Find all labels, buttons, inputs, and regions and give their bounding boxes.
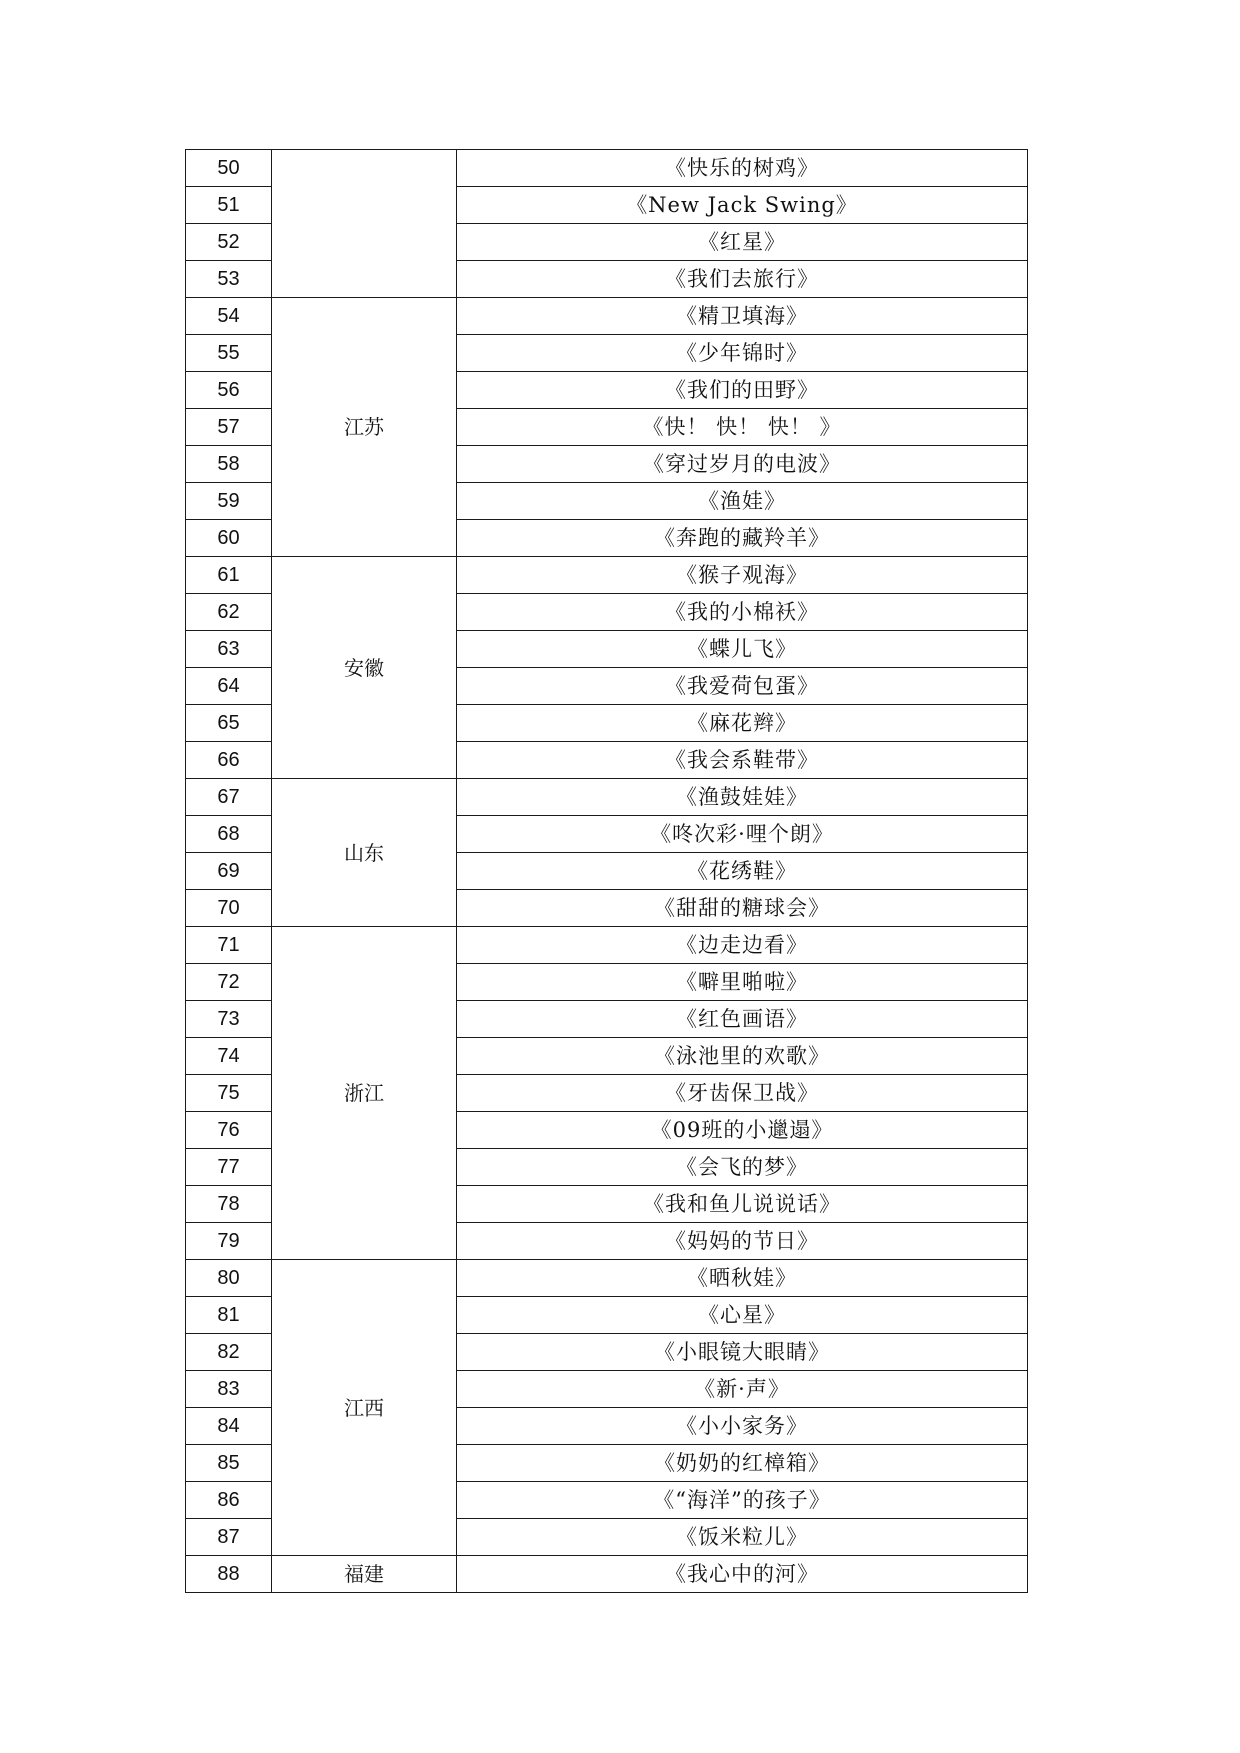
row-number: 55 [186,335,272,372]
program-title: 《我们去旅行》 [457,261,1028,298]
program-title: 《小小家务》 [457,1408,1028,1445]
program-title: 《奔跑的藏羚羊》 [457,520,1028,557]
region-cell: 浙江 [272,927,457,1260]
row-number: 50 [186,150,272,187]
table-row [186,298,1028,335]
program-title: 《我和鱼儿说说话》 [457,1186,1028,1223]
program-title: 《饭米粒儿》 [457,1519,1028,1556]
row-number: 81 [186,1297,272,1334]
program-title: 《红星》 [457,224,1028,261]
program-title: 《妈妈的节日》 [457,1223,1028,1260]
row-number: 52 [186,224,272,261]
program-table-body [186,150,1028,1593]
region-cell: 安徽 [272,557,457,779]
table-row [186,779,1028,816]
table-row [186,557,1028,594]
program-title: 《新·声》 [457,1371,1028,1408]
region-cell: 江苏 [272,298,457,557]
row-number: 61 [186,557,272,594]
row-number: 62 [186,594,272,631]
row-number: 80 [186,1260,272,1297]
program-title: 《穿过岁月的电波》 [457,446,1028,483]
table-row [186,150,1028,187]
row-number: 73 [186,1001,272,1038]
program-title: 《奶奶的红樟箱》 [457,1445,1028,1482]
program-title: 《花绣鞋》 [457,853,1028,890]
region-cell: 福建 [272,1556,457,1593]
program-title: 《会飞的梦》 [457,1149,1028,1186]
program-title: 《我会系鞋带》 [457,742,1028,779]
program-title: 《泳池里的欢歌》 [457,1038,1028,1075]
region-cell: 山东 [272,779,457,927]
program-title: 《09班的小邋遢》 [457,1112,1028,1149]
table-row [186,927,1028,964]
table-row [186,1556,1028,1593]
region-cell: 江西 [272,1260,457,1556]
row-number: 58 [186,446,272,483]
program-title: 《牙齿保卫战》 [457,1075,1028,1112]
row-number: 63 [186,631,272,668]
program-title: 《甜甜的糖球会》 [457,890,1028,927]
table-row [186,1260,1028,1297]
row-number: 79 [186,1223,272,1260]
row-number: 54 [186,298,272,335]
program-title: 《“海洋”的孩子》 [457,1482,1028,1519]
program-title: 《心星》 [457,1297,1028,1334]
region-cell [272,150,457,298]
program-table [185,149,1028,1593]
program-title: 《我心中的河》 [457,1556,1028,1593]
program-title: 《小眼镜大眼睛》 [457,1334,1028,1371]
row-number: 85 [186,1445,272,1482]
row-number: 74 [186,1038,272,1075]
program-title: 《晒秋娃》 [457,1260,1028,1297]
program-title: 《咚次彩·哩个朗》 [457,816,1028,853]
row-number: 78 [186,1186,272,1223]
program-title: 《New Jack Swing》 [457,187,1028,224]
program-title: 《边走边看》 [457,927,1028,964]
row-number: 77 [186,1149,272,1186]
row-number: 83 [186,1371,272,1408]
row-number: 76 [186,1112,272,1149]
row-number: 56 [186,372,272,409]
program-title: 《我爱荷包蛋》 [457,668,1028,705]
row-number: 53 [186,261,272,298]
program-title: 《蝶儿飞》 [457,631,1028,668]
program-title: 《渔娃》 [457,483,1028,520]
row-number: 75 [186,1075,272,1112]
row-number: 69 [186,853,272,890]
row-number: 59 [186,483,272,520]
row-number: 86 [186,1482,272,1519]
program-title: 《麻花辫》 [457,705,1028,742]
program-title: 《快！ 快！ 快！ 》 [457,409,1028,446]
row-number: 71 [186,927,272,964]
row-number: 64 [186,668,272,705]
row-number: 82 [186,1334,272,1371]
row-number: 65 [186,705,272,742]
program-title: 《噼里啪啦》 [457,964,1028,1001]
row-number: 72 [186,964,272,1001]
program-title: 《快乐的树鸡》 [457,150,1028,187]
row-number: 57 [186,409,272,446]
program-title: 《少年锦时》 [457,335,1028,372]
row-number: 87 [186,1519,272,1556]
row-number: 60 [186,520,272,557]
program-title: 《红色画语》 [457,1001,1028,1038]
row-number: 68 [186,816,272,853]
row-number: 66 [186,742,272,779]
row-number: 67 [186,779,272,816]
row-number: 70 [186,890,272,927]
program-title: 《我们的田野》 [457,372,1028,409]
program-title: 《渔鼓娃娃》 [457,779,1028,816]
row-number: 84 [186,1408,272,1445]
row-number: 88 [186,1556,272,1593]
program-title: 《我的小棉袄》 [457,594,1028,631]
program-title: 《猴子观海》 [457,557,1028,594]
program-title: 《精卫填海》 [457,298,1028,335]
row-number: 51 [186,187,272,224]
